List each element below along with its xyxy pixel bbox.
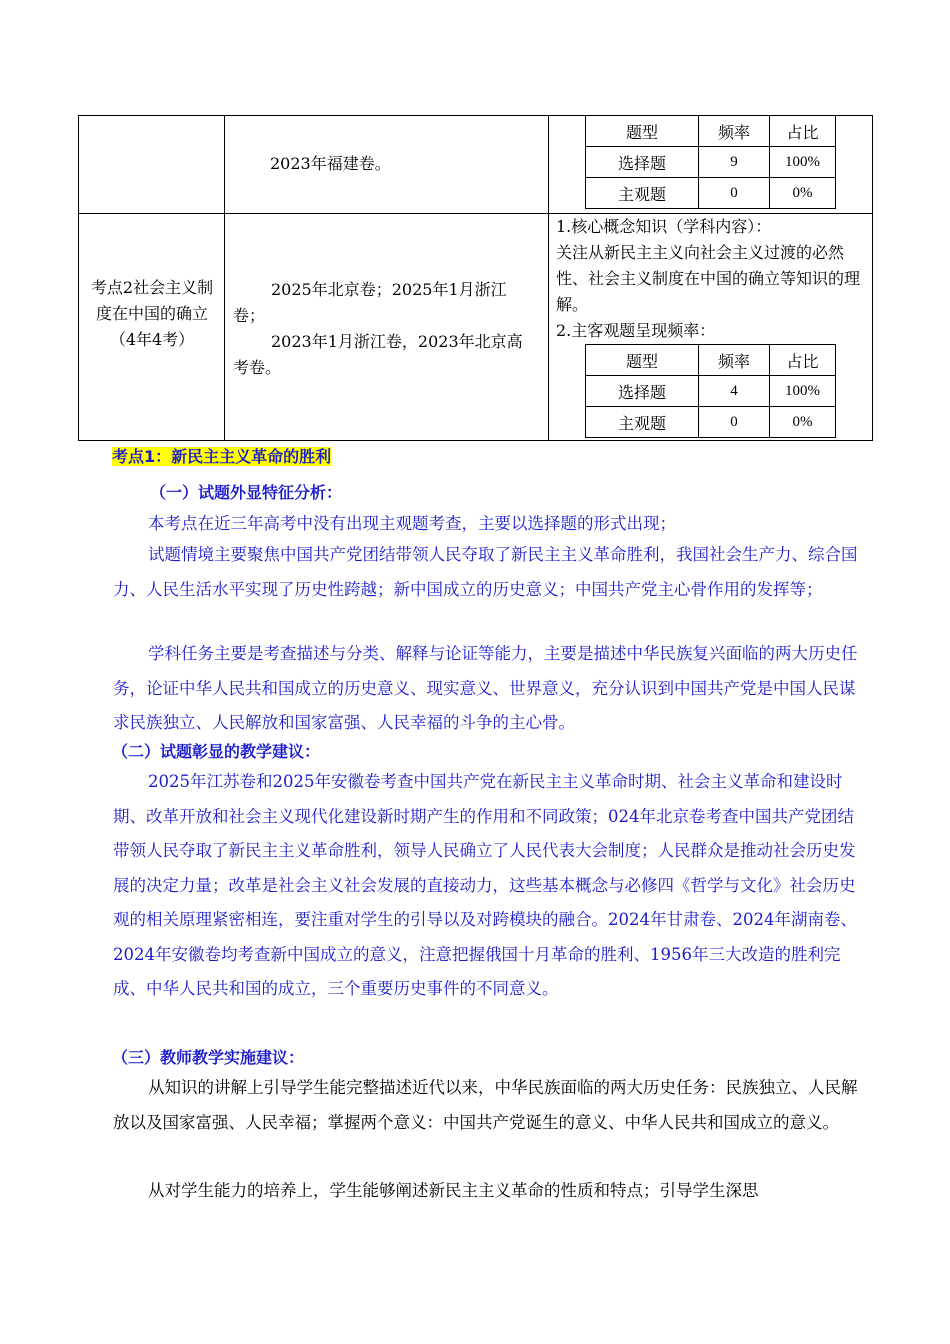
part1-paragraph-3 — [113, 637, 865, 741]
table-cell: 选择题 — [586, 376, 699, 407]
header-frequency: 频率 — [699, 116, 770, 147]
table-cell: 主观题 — [586, 178, 699, 209]
table-cell: 主观题 — [586, 407, 699, 438]
part2-title: （二）试题彰显的教学建议： — [112, 742, 321, 761]
header-type: 题型 — [586, 116, 699, 147]
table-cell: 9 — [699, 147, 770, 178]
paragraph-text: 2025年江苏卷和2025年安徽卷考查中国共产党在新民主主义革命时期、社会主义革命和建设时期、改革开放和社会主义现代化建设新时期产生的作用和不同政策；024年北京卷考查中国共产党团结带领人民夺取了新民主主义革命胜利，领导人民确立了人民代表大会制度；人民群众是推动社会历史发展的决定力量；改革是社会主义社会发展的直接动力，这些基本概念与必修四《哲学与文化》社会历史观的相关原理紧密相连，要注重对学生的引导以及对跨模块的融合。2024年甘肃卷、2024年湖南卷、2024年安徽卷均考查新中国成立的意义，注意把握俄国十月革命的胜利、1956年三大改造的胜利完成、中华人民共和国的成立，三个重要历史事件的不同意义。 — [113, 772, 857, 998]
header-frequency: 频率 — [699, 345, 770, 376]
header-type: 题型 — [586, 345, 699, 376]
part1-paragraph-1 — [113, 507, 865, 542]
section-heading-text: 考点1：新民主主义革命的胜利 — [112, 447, 332, 466]
paragraph-text: 试题情境主要聚焦中国共产党团结带领人民夺取了新民主主义革命胜利，我国社会生产力、综合国力、人民生活水平实现了历史性跨越；新中国成立的历史意义；中国共产党主心骨作用的发挥等； — [113, 545, 858, 599]
row1-frequency-table — [585, 115, 836, 209]
table-cell: 0% — [770, 178, 836, 209]
part2-paragraph-1 — [113, 765, 865, 1007]
paragraph-text: 从对学生能力的培养上，学生能够阐述新民主主义革命的性质和特点；引导学生深思 — [148, 1181, 759, 1200]
part3-paragraph-1 — [113, 1071, 865, 1140]
table-cell: 100% — [770, 147, 836, 178]
row1-papers: 2023年福建卷。 — [270, 154, 391, 173]
part1-title: （一）试题外显特征分析： — [150, 483, 343, 502]
paragraph-text: 学科任务主要是考查描述与分类、解释与论证等能力，主要是描述中华民族复兴面临的两大历史任务，论证中华人民共和国成立的历史意义、现实意义、世界意义，充分认识到中国共产党是中国人民谋求民族独立、人民解放和国家富强、人民幸福的斗争的主心骨。 — [113, 644, 858, 732]
table-cell: 0 — [699, 178, 770, 209]
row2-analysis-line1: 1.核心概念知识（学科内容）： — [556, 217, 772, 236]
row2-analysis-line2: 关注从新民主主义向社会主义过渡的必然性、社会主义制度在中国的确立等知识的理解。 — [556, 243, 861, 314]
row2-topic: 考点2社会主义制度在中国的确立（4年4考） — [90, 278, 214, 349]
section-heading — [112, 446, 331, 468]
table-cell: 4 — [699, 376, 770, 407]
row2-analysis-line3: 2.主客观题呈现频率： — [556, 321, 716, 340]
table-cell: 100% — [770, 376, 836, 407]
part3-paragraph-2 — [113, 1174, 865, 1209]
table-cell: 选择题 — [586, 147, 699, 178]
table-cell: 0 — [699, 407, 770, 438]
part1-paragraph-2 — [113, 538, 865, 607]
row2-papers-line2: 2023年1月浙江卷，2023年北京高考卷。 — [233, 332, 523, 377]
row2-frequency-table — [585, 344, 836, 438]
part3-title: （三）教师教学实施建议： — [112, 1048, 305, 1067]
table-cell: 0% — [770, 407, 836, 438]
header-ratio: 占比 — [770, 345, 836, 376]
paragraph-text: 从知识的讲解上引导学生能完整描述近代以来，中华民族面临的两大历史任务：民族独立、人民解放以及国家富强、人民幸福；掌握两个意义：中国共产党诞生的意义、中华人民共和国成立的意义。 — [113, 1078, 858, 1132]
row2-papers-line1: 2025年北京卷；2025年1月浙江卷； — [233, 280, 507, 325]
header-ratio: 占比 — [770, 116, 836, 147]
paragraph-text: 本考点在近三年高考中没有出现主观题考查，主要以选择题的形式出现； — [148, 514, 676, 533]
